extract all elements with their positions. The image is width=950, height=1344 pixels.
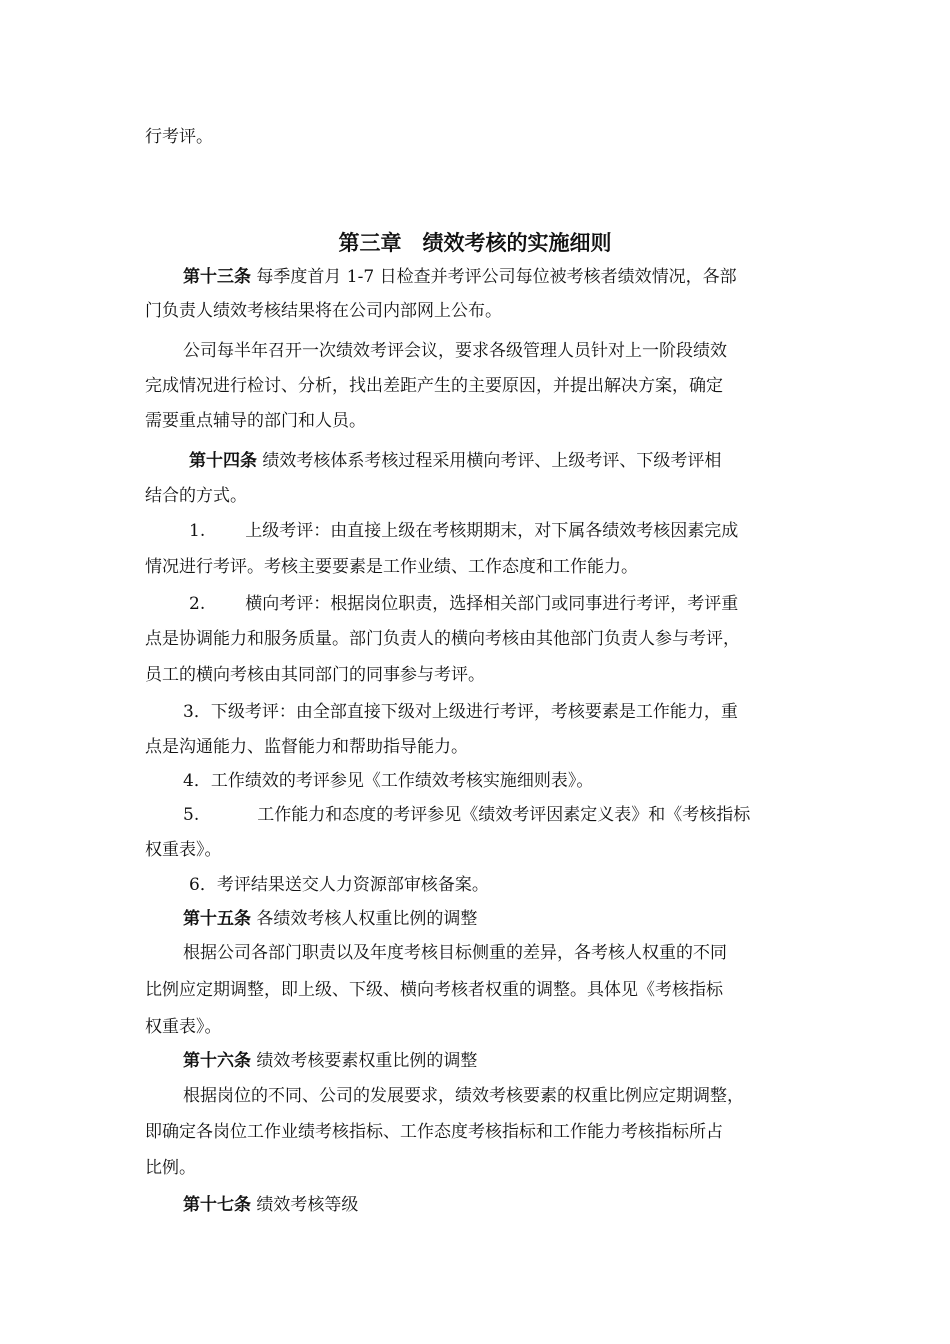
article-15-label: 第十五条 (183, 909, 251, 929)
article-13-line-1 (183, 266, 737, 288)
item-2-text-1: 横向考评：根据岗位职责，选择相关部门或同事进行考评，考评重 (245, 594, 739, 614)
chapter-title: 第三章 绩效考核的实施细则 (338, 230, 612, 255)
article-17-heading (183, 1194, 358, 1216)
article-13-text-1: 每季度首月 1-7 日检查并考评公司每位被考核者绩效情况，各部 (256, 267, 737, 287)
article-16-title: 绩效考核要素权重比例的调整 (256, 1051, 478, 1071)
article-16-label: 第十六条 (183, 1051, 251, 1071)
item-2-line-3: 员工的横向考核由其同部门的同事参与考评。 (145, 665, 485, 685)
article-16-line-2: 即确定各岗位工作业绩考核指标、工作态度考核指标和工作能力考核指标所占 (145, 1122, 723, 1142)
item-6-line-1: 6．考评结果送交人力资源部审核备案。 (189, 875, 489, 895)
item-3-line-2: 点是沟通能力、监督能力和帮助指导能力。 (145, 737, 468, 757)
item-5-line-1 (183, 804, 750, 826)
article-13-label: 第十三条 (183, 267, 251, 287)
item-4-line-1: 4．工作绩效的考评参见《工作绩效考核实施细则表》。 (183, 771, 594, 791)
article-14-line-2: 结合的方式。 (145, 486, 247, 506)
item-2-line-2: 点是协调能力和服务质量。部门负责人的横向考核由其他部门负责人参与考评， (145, 629, 740, 649)
article-13-para2-line-3: 需要重点辅导的部门和人员。 (145, 411, 366, 431)
article-13-line-2: 门负责人绩效考核结果将在公司内部网上公布。 (145, 301, 502, 321)
article-15-heading (183, 908, 477, 930)
continuation-text: 行考评。 (145, 127, 213, 147)
article-17-label: 第十七条 (183, 1195, 251, 1215)
item-3-line-1: 3．下级考评：由全部直接下级对上级进行考评，考核要素是工作能力，重 (183, 702, 738, 722)
item-5-line-2: 权重表》。 (145, 840, 222, 860)
item-2-number: 2. (189, 594, 206, 614)
article-14-text-1: 绩效考核体系考核过程采用横向考评、上级考评、下级考评相 (262, 451, 722, 471)
article-16-line-1: 根据岗位的不同、公司的发展要求，绩效考核要素的权重比例应定期调整， (183, 1086, 744, 1106)
article-13-para2-line-2: 完成情况进行检讨、分析，找出差距产生的主要原因，并提出解决方案，确定 (145, 376, 723, 396)
article-15-line-3: 权重表》。 (145, 1017, 222, 1037)
article-13-para2-line-1: 公司每半年召开一次绩效考评会议，要求各级管理人员针对上一阶段绩效 (183, 341, 727, 361)
article-17-title: 绩效考核等级 (256, 1195, 359, 1215)
item-1-line-2: 情况进行考评。考核主要要素是工作业绩、工作态度和工作能力。 (145, 557, 638, 577)
article-14-line-1 (189, 450, 721, 472)
item-5-text-1: 工作能力和态度的考评参见《绩效考评因素定义表》和《考核指标 (257, 805, 751, 825)
item-1-text-1: 上级考评：由直接上级在考核期期末，对下属各绩效考核因素完成 (245, 521, 739, 541)
article-15-title: 各绩效考核人权重比例的调整 (256, 909, 478, 929)
item-5-number: 5. (183, 805, 200, 825)
article-14-label: 第十四条 (189, 451, 257, 471)
item-1-line-1 (189, 520, 738, 542)
article-16-heading (183, 1050, 477, 1072)
article-15-line-1: 根据公司各部门职责以及年度考核目标侧重的差异，各考核人权重的不同 (183, 943, 727, 963)
article-15-line-2: 比例应定期调整，即上级、下级、横向考核者权重的调整。具体见《考核指标 (145, 980, 723, 1000)
article-16-line-3: 比例。 (145, 1158, 196, 1178)
item-1-number: 1. (189, 521, 206, 541)
item-2-line-1 (189, 593, 738, 615)
